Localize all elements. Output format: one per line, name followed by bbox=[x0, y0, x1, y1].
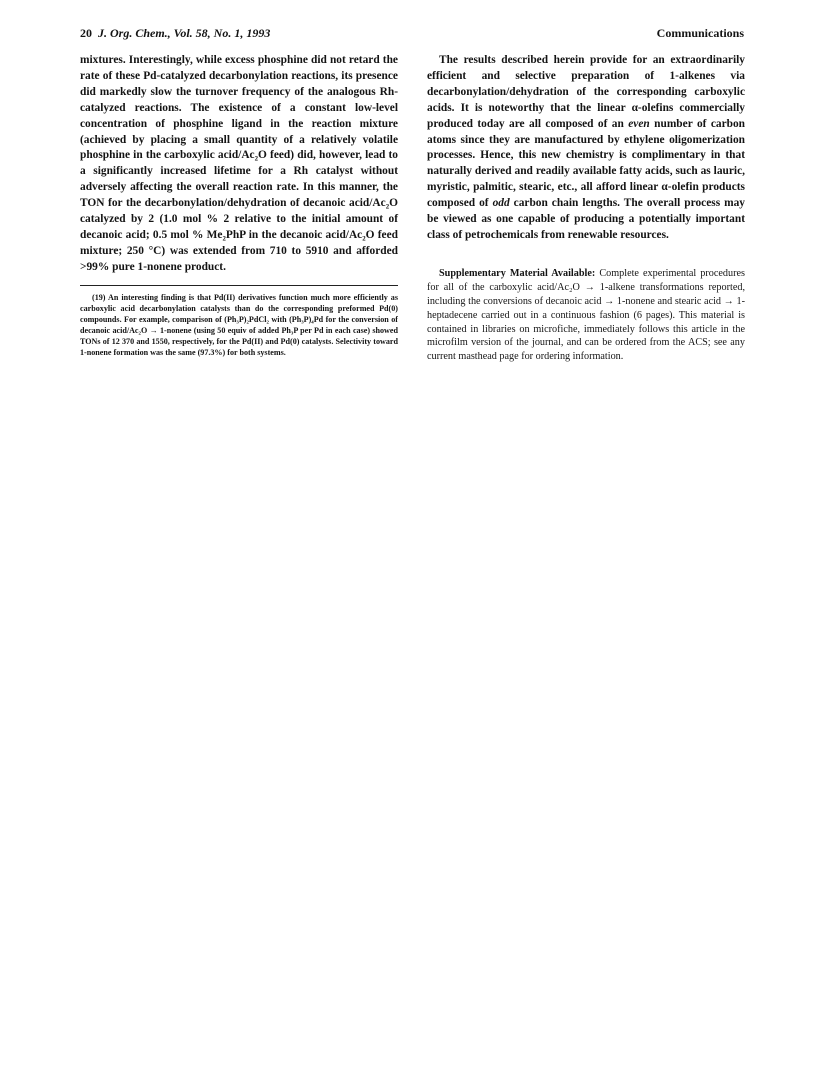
section-label: Communications bbox=[656, 26, 744, 40]
left-column bbox=[80, 53, 398, 358]
conclusion-text-1: The results described herein provide for an extraordinarily efficient and selective preparation of 1-alkenes via decarbonylation/dehydration of the corresponding carboxylic acids. It is noteworthy that the linear α-olefins commercially produced today are all composed of an bbox=[427, 54, 745, 130]
running-header bbox=[80, 26, 744, 42]
conclusion-text-3: carbon chain lengths. The overall process may be viewed as one capable of producing a potentially important class of petrochemicals from renewable resources. bbox=[427, 197, 745, 241]
right-column bbox=[427, 53, 745, 374]
emphasis-even: even bbox=[628, 117, 650, 130]
footnote-19: (19) An interesting finding is that Pd(II) derivatives function much more efficiently as carboxylic acid decarbonylation catalysts than do the corresponding preformed Pd(0) compounds. For example, comparison of (Ph₃P)₂PdCl₂ with (Ph₃P)₄Pd for the conversion of decanoic acid/Ac₂O → 1-nonene (using 50 equiv of added Ph₃P per Pd in each case) showed TONs of 12 370 and 1550, respectively, for the Pd(II) and Pd(0) catalysts. Selectivity toward 1-nonene formation was the same (97.3%) for both systems. bbox=[80, 292, 398, 357]
journal-citation: J. Org. Chem., Vol. 58, No. 1, 1993 bbox=[98, 26, 271, 40]
conclusion-paragraph bbox=[427, 53, 745, 244]
supplementary-heading: Supplementary Material Available: bbox=[439, 267, 596, 279]
page-number: 20 bbox=[80, 26, 92, 40]
body-paragraph: mixtures. Interestingly, while excess phosphine did not retard the rate of these Pd-catalyzed decarbonylation reactions, its presence did markedly slow the turnover frequency of the analogous Rh-catalyzed reactions. The existence of a constant low-level concentration of phosphine ligand in the reaction mixture (achieved by placing a small quantity of a relatively volatile phosphine in the carboxylic acid/Ac₂O feed) did, however, lead to a significantly increased lifetime for a Rh catalyst without adversely affecting the overall reaction rate. In this manner, the TON for the decarbonylation/dehydration of decanoic acid/Ac₂O catalyzed by 2 (1.0 mol % 2 relative to the initial amount of decanoic acid; 0.5 mol % Me₂PhP in the decanoic acid/Ac₂O feed mixture; 250 °C) was extended from 710 to 5910 and afforded >99% pure 1-nonene product. bbox=[80, 54, 398, 273]
supplementary-text: Complete experimental procedures for all of the carboxylic acid/Ac₂O → 1-alkene transformations reported, including the conversions of decanoic acid → 1-nonene and stearic acid → 1-heptadecene carried out in a continuous fashion (6 pages). This material is contained in libraries on microfiche, immediately follows this article in the microfilm version of the journal, and can be ordered from the ACS; see any current masthead page for ordering information. bbox=[427, 267, 745, 363]
conclusion-text-2: number of carbon atoms since they are manufactured by ethylene oligomerization processes. Hence, this new chemistry is complimentary in that naturally derived and readily available fatty acids, such as lauric, myristic, palmitic, stearic, etc., all afford linear α-olefin products composed of bbox=[427, 117, 745, 210]
footnote-divider bbox=[80, 285, 398, 286]
supplementary-material bbox=[427, 267, 745, 364]
emphasis-odd: odd bbox=[492, 197, 510, 210]
